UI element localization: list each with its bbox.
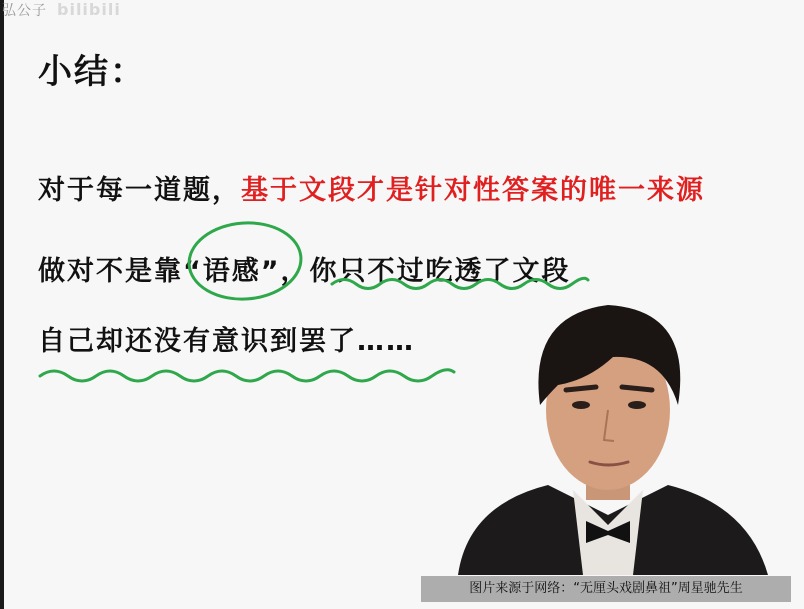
watermark-text: 弘公子: [2, 3, 47, 19]
portrait-right-eye: [628, 401, 646, 409]
annotation-underline-2: [40, 370, 454, 381]
line1-text: 对于每一道题，: [38, 175, 241, 206]
slide-title: 小结：: [38, 52, 146, 92]
line1-highlight: 基于文段才是针对性答案的唯一来源: [241, 175, 705, 206]
annotation-circle: [186, 219, 303, 303]
portrait-photo: [438, 285, 778, 575]
summary-line-3: 自己却还没有意识到罢了……: [38, 326, 415, 357]
line2-text-b: ，你只不过吃透了文段: [280, 256, 571, 287]
portrait-left-eye: [572, 401, 590, 409]
image-caption: 图片来源于网络：“无厘头戏剧鼻祖”周星驰先生: [421, 576, 791, 602]
line2-text-a: 做对不是靠: [38, 256, 183, 287]
portrait-right-eyebrow: [622, 387, 652, 390]
portrait-left-eyebrow: [566, 387, 596, 390]
line2-quoted-word: “语感”: [183, 256, 281, 287]
bilibili-logo: bilibili: [57, 0, 121, 19]
